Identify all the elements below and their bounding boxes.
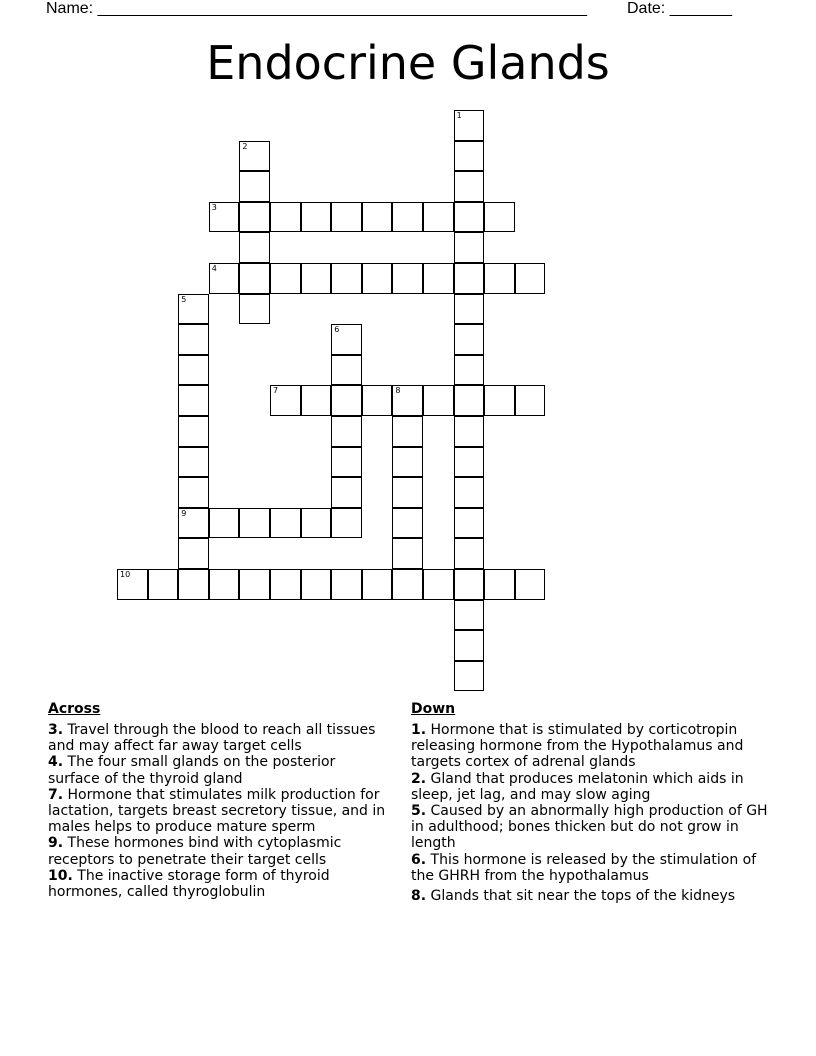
grid-cell[interactable]: [454, 294, 485, 325]
clue-label: 9.: [48, 835, 64, 852]
grid-cell[interactable]: [392, 508, 423, 539]
clue-number: 6: [334, 325, 340, 335]
grid-cell[interactable]: [362, 569, 393, 600]
grid-cell[interactable]: [392, 263, 423, 294]
clue-label: 1.: [411, 722, 427, 738]
across-heading: Across: [48, 701, 101, 717]
clue-number: 10: [120, 570, 131, 579]
grid-cell[interactable]: [331, 202, 362, 233]
grid-cell[interactable]: [362, 202, 393, 233]
grid-cell[interactable]: [239, 171, 270, 202]
grid-cell[interactable]: [239, 569, 270, 600]
grid-cell[interactable]: [454, 171, 485, 202]
across-clue: [48, 787, 388, 836]
grid-cell[interactable]: [117, 569, 148, 600]
grid-cell[interactable]: [423, 385, 454, 416]
across-clue: [48, 722, 388, 754]
grid-cell[interactable]: [515, 263, 546, 294]
clue-label: 6.: [411, 851, 427, 868]
down-clue: [411, 888, 771, 904]
clue-text: Hormone that is stimulated by corticotropin releasing hormone from the Hypothalamus and targets cortex of adrenal glands: [411, 722, 744, 771]
clue-label: 3.: [48, 722, 64, 738]
grid-cell[interactable]: [484, 202, 515, 233]
grid-cell[interactable]: [484, 569, 515, 600]
grid-cell[interactable]: [454, 141, 485, 172]
grid-cell[interactable]: [454, 630, 485, 661]
grid-cell[interactable]: [209, 508, 240, 539]
grid-cell[interactable]: [301, 508, 332, 539]
down-clue: [411, 722, 771, 771]
clue-number: 1: [456, 111, 462, 120]
grid-cell[interactable]: [331, 355, 362, 386]
grid-cell[interactable]: [484, 385, 515, 416]
grid-cell[interactable]: [454, 538, 485, 569]
grid-cell[interactable]: [209, 202, 240, 233]
across-clue: [48, 754, 388, 786]
grid-cell[interactable]: [454, 600, 485, 631]
grid-cell[interactable]: [454, 110, 485, 141]
clue-number: 8: [395, 386, 401, 396]
clue-number: 2: [242, 141, 248, 151]
grid-cell[interactable]: [454, 263, 485, 294]
grid-cell[interactable]: [331, 416, 362, 447]
clue-text: Caused by an abnormally high production of GH in adulthood; bones thicken but do not grow in length: [411, 803, 768, 852]
grid-cell[interactable]: [331, 263, 362, 294]
grid-cell[interactable]: [392, 416, 423, 447]
grid-cell[interactable]: [178, 294, 209, 325]
clue-number: 5: [181, 294, 187, 304]
grid-cell[interactable]: [209, 263, 240, 294]
grid-cell[interactable]: [148, 569, 179, 600]
grid-cell[interactable]: [331, 324, 362, 355]
grid-cell[interactable]: [423, 202, 454, 233]
grid-cell[interactable]: [454, 355, 485, 386]
clue-text: This hormone is released by the stimulation of the GHRH from the hypothalamus: [411, 851, 757, 884]
grid-cell[interactable]: [423, 569, 454, 600]
down-clue: [411, 803, 771, 852]
clue-number: 3: [211, 202, 217, 212]
grid-cell[interactable]: [239, 232, 270, 263]
clue-text: These hormones bind with cytoplasmic receptors to penetrate their target cells: [48, 835, 342, 868]
grid-cell[interactable]: [454, 661, 485, 692]
grid-cell[interactable]: [239, 263, 270, 294]
clue-label: 4.: [48, 754, 64, 771]
grid-cell[interactable]: [178, 447, 209, 478]
name-field[interactable]: Name: _______________________________________________________: [46, 0, 587, 17]
grid-cell[interactable]: [301, 385, 332, 416]
grid-cell[interactable]: [331, 569, 362, 600]
grid-cell[interactable]: [270, 569, 301, 600]
grid-cell[interactable]: [454, 477, 485, 508]
grid-cell[interactable]: [392, 385, 423, 416]
grid-cell[interactable]: [239, 202, 270, 233]
clue-label: 5.: [411, 803, 427, 820]
clue-number: 4: [211, 264, 217, 273]
grid-cell[interactable]: [454, 416, 485, 447]
grid-cell[interactable]: [301, 202, 332, 233]
grid-cell[interactable]: [301, 569, 332, 600]
grid-cell[interactable]: [270, 263, 301, 294]
down-clue: [411, 852, 771, 884]
grid-cell[interactable]: [270, 385, 301, 416]
grid-cell[interactable]: [484, 263, 515, 294]
grid-cell[interactable]: [178, 355, 209, 386]
grid-cell[interactable]: [454, 232, 485, 263]
grid-cell[interactable]: [270, 202, 301, 233]
grid-cell[interactable]: [423, 263, 454, 294]
grid-cell[interactable]: [454, 569, 485, 600]
grid-cell[interactable]: [454, 202, 485, 233]
clue-label: 10.: [48, 867, 73, 884]
grid-cell[interactable]: [454, 385, 485, 416]
clue-label: 7.: [48, 786, 64, 803]
date-field[interactable]: Date: _______: [627, 0, 732, 17]
clue-text: The inactive storage form of thyroid hormones, called thyroglobulin: [48, 867, 330, 901]
clue-text: Travel through the blood to reach all tissues and may affect far away target cells: [48, 722, 376, 755]
across-clue: [48, 835, 388, 867]
grid-cell[interactable]: [331, 447, 362, 478]
down-clues: [411, 700, 771, 904]
grid-cell[interactable]: [362, 385, 393, 416]
clue-number: 9: [181, 508, 187, 518]
across-clues: [48, 700, 388, 900]
grid-cell[interactable]: [301, 263, 332, 294]
grid-cell[interactable]: [270, 508, 301, 539]
grid-cell[interactable]: [331, 385, 362, 416]
grid-cell[interactable]: [331, 477, 362, 508]
grid-cell[interactable]: [239, 141, 270, 172]
grid-cell[interactable]: [178, 569, 209, 600]
grid-cell[interactable]: [178, 416, 209, 447]
grid-cell[interactable]: [515, 385, 546, 416]
grid-cell[interactable]: [178, 385, 209, 416]
grid-cell[interactable]: [392, 477, 423, 508]
clue-label: 8.: [411, 888, 427, 905]
grid-cell[interactable]: [239, 294, 270, 325]
grid-cell[interactable]: [454, 324, 485, 355]
grid-cell[interactable]: [454, 447, 485, 478]
clue-text: Hormone that stimulates milk production for lactation, targets breast secretory tissue, and in males helps to produce mature sperm: [48, 786, 386, 836]
clue-text: Gland that produces melatonin which aids in sleep, jet lag, and may slow aging: [411, 770, 744, 803]
down-clue: [411, 771, 771, 803]
down-heading: Down: [411, 701, 456, 717]
page-title: Endocrine Glands: [206, 36, 610, 90]
grid-cell[interactable]: [239, 508, 270, 539]
grid-cell[interactable]: [178, 538, 209, 569]
grid-cell[interactable]: [362, 263, 393, 294]
clue-number: 7: [273, 386, 279, 396]
grid-cell[interactable]: [178, 508, 209, 539]
grid-cell[interactable]: [392, 202, 423, 233]
grid-cell[interactable]: [515, 569, 546, 600]
clue-label: 2.: [411, 770, 427, 787]
grid-cell[interactable]: [331, 508, 362, 539]
clue-text: The four small glands on the posterior surface of the thyroid gland: [48, 754, 336, 787]
grid-cell[interactable]: [454, 508, 485, 539]
grid-cell[interactable]: [178, 324, 209, 355]
grid-cell[interactable]: [392, 538, 423, 569]
grid-cell[interactable]: [392, 447, 423, 478]
grid-cell[interactable]: [392, 569, 423, 600]
across-clue: [48, 868, 388, 900]
grid-cell[interactable]: [209, 569, 240, 600]
clue-text: Glands that sit near the tops of the kidneys: [426, 888, 736, 905]
grid-cell[interactable]: [178, 477, 209, 508]
